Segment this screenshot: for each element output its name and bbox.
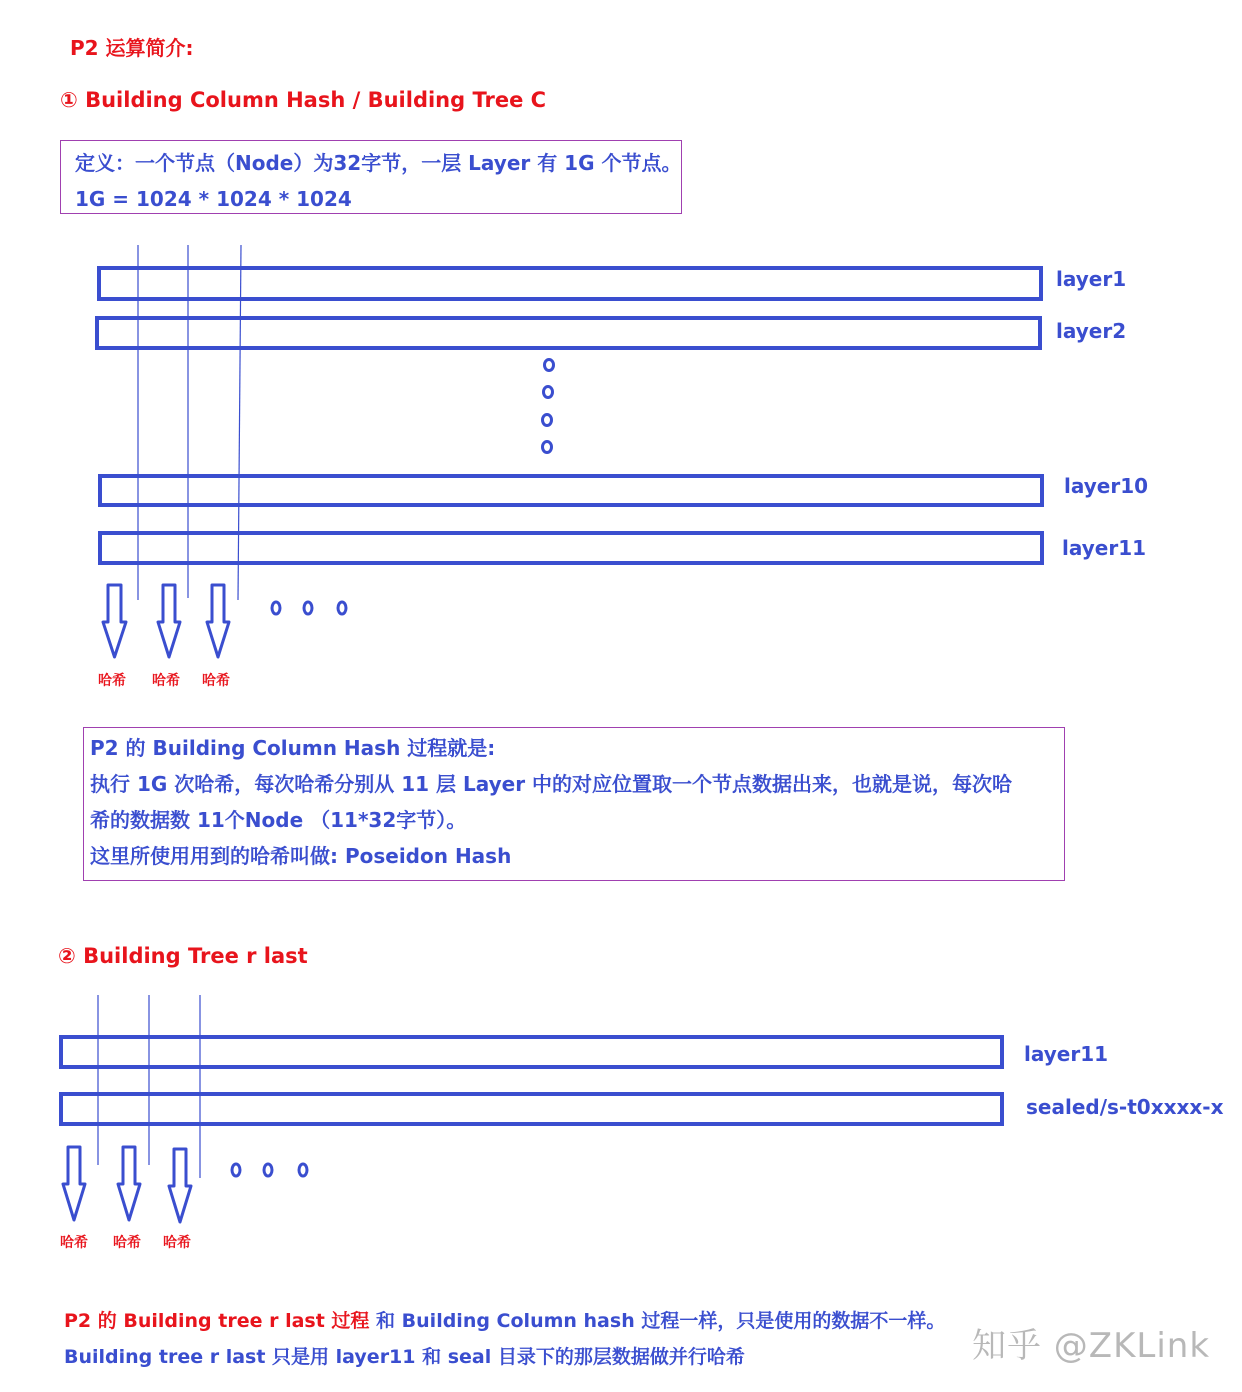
layer-label-sealed: sealed/s-t0xxxx-x — [1026, 1095, 1224, 1119]
ellipsis-dot — [543, 415, 552, 426]
hash-label: 哈希 — [98, 673, 126, 689]
ellipsis-dot — [304, 602, 312, 614]
ellipsis-dot — [264, 1164, 272, 1176]
description-line: 执行 1G 次哈希，每次哈希分别从 11 层 Layer 中的对应位置取一个节点数据出来，也就是说，每次哈 — [90, 772, 1013, 796]
layer-label-10: layer10 — [1064, 474, 1149, 498]
ellipsis-dot — [299, 1164, 307, 1176]
description-line: P2 的 Building Column Hash 过程就是: — [90, 736, 496, 760]
section2-heading: ② Building Tree r last — [58, 944, 308, 968]
layer-bar-2 — [97, 318, 1040, 348]
summary-blue-part: 和 Building Column hash 过程一样，只是使用的数据不一样。 — [369, 1310, 946, 1332]
layer-bar-sealed — [61, 1094, 1002, 1124]
definition-line: 定义：一个节点（Node）为32字节，一层 Layer 有 1G 个节点。 — [75, 151, 682, 175]
layer-label-11b: layer11 — [1024, 1042, 1109, 1066]
down-arrow — [118, 1147, 140, 1220]
ellipsis-dot — [543, 442, 552, 453]
layer-label-11: layer11 — [1062, 536, 1147, 560]
hash-label: 哈希 — [163, 1235, 191, 1251]
ellipsis-dot — [544, 387, 553, 398]
definition-line: 1G = 1024 * 1024 * 1024 — [75, 187, 352, 211]
layer-bar-11b — [61, 1037, 1002, 1067]
summary-red-part: P2 的 Building tree r last 过程 — [64, 1310, 370, 1332]
down-arrow — [63, 1147, 85, 1220]
layer-bar-10 — [100, 476, 1042, 505]
ellipsis-dot — [232, 1164, 240, 1176]
down-arrow — [169, 1149, 191, 1222]
watermark: 知乎 @ZKLink — [972, 1326, 1211, 1366]
hash-label: 哈希 — [202, 673, 230, 689]
down-arrow — [207, 585, 229, 657]
section1-heading: ① Building Column Hash / Building Tree C — [60, 88, 547, 112]
description-line: 这里所使用用到的哈希叫做: Poseidon Hash — [90, 844, 512, 868]
layer-bar-11 — [100, 533, 1042, 563]
hash-label: 哈希 — [60, 1235, 88, 1251]
down-arrow — [103, 585, 126, 657]
layer-label-2: layer2 — [1056, 319, 1127, 343]
ellipsis-dot — [338, 602, 346, 614]
ellipsis-dot — [545, 360, 554, 371]
hash-label: 哈希 — [152, 673, 180, 689]
ellipsis-dot — [272, 602, 280, 614]
layer-label-1: layer1 — [1056, 267, 1127, 291]
page-title: P2 运算简介: — [70, 36, 194, 60]
hash-label: 哈希 — [113, 1235, 141, 1251]
summary-line-2: Building tree r last 只是用 layer11 和 seal 目录下的那层数据做并行哈希 — [64, 1346, 745, 1368]
down-arrow — [158, 585, 180, 657]
description-line: 希的数据数 11个Node （11*32字节）。 — [90, 808, 467, 832]
